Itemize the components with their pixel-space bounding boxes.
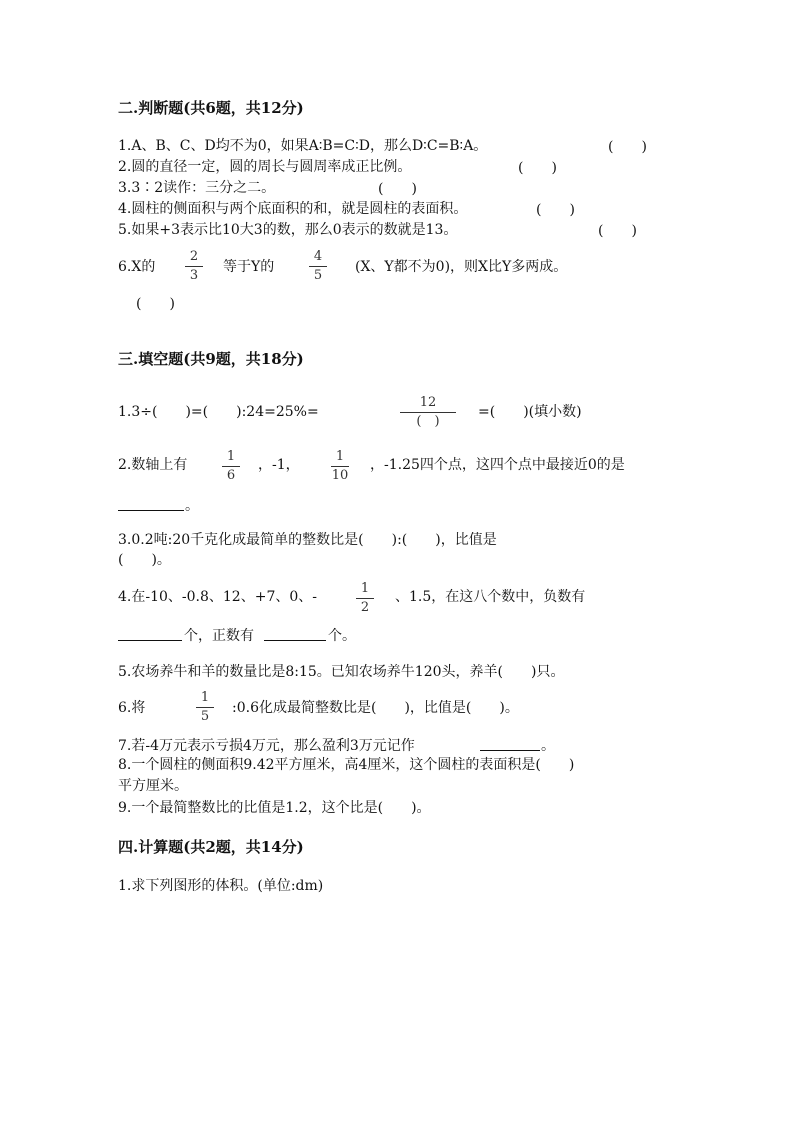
fraction-one-tenth xyxy=(325,449,355,484)
fill-question-7-end: 。 xyxy=(541,738,555,754)
fraction-bar xyxy=(356,598,374,599)
fill-question-8-line-1: 8.一个圆柱的侧面积9.42平方厘米，高4厘米，这个圆柱的表面积是( ) xyxy=(118,757,575,773)
fraction-numerator: 1 xyxy=(335,449,345,464)
fill-question-1-part-a: 1.3÷( )=( ):24=25%= xyxy=(118,404,319,420)
judge-answer-blank-1[interactable]: ( ) xyxy=(608,139,647,155)
fraction-denominator: 10 xyxy=(331,468,349,483)
answer-underline[interactable] xyxy=(264,640,326,641)
fraction-denominator: 5 xyxy=(313,268,323,283)
fraction-bar xyxy=(185,266,203,267)
judge-answer-blank-2[interactable]: ( ) xyxy=(518,160,557,176)
fill-question-7: 7.若-4万元表示亏损4万元，那么盈利3万元记作 xyxy=(118,738,415,754)
judge-question-6-part-c: (X、Y都不为0)，则X比Y多两成。 xyxy=(355,259,568,275)
fraction-one-half xyxy=(350,581,380,616)
fraction-bar xyxy=(196,707,214,708)
fraction-bar xyxy=(309,266,327,267)
judge-answer-blank-5[interactable]: ( ) xyxy=(598,223,637,239)
fill-question-3-line-2: ( )。 xyxy=(118,552,171,568)
section-title-fill: 三.填空题(共9题，共18分) xyxy=(118,350,304,368)
fraction-numerator: 1 xyxy=(226,449,236,464)
fill-question-5: 5.农场养牛和羊的数量比是8:15。已知农场养牛120头，养羊( )只。 xyxy=(118,664,565,680)
fraction-numerator: 1 xyxy=(360,581,370,596)
judge-question-4: 4.圆柱的侧面积与两个底面积的和，就是圆柱的表面积。 xyxy=(118,201,468,217)
fill-question-4-part-b: 、1.5，在这八个数中，负数有 xyxy=(395,589,586,605)
judge-question-1: 1.A、B、C、D均不为0，如果A∶B=C∶D，那么D∶C=B∶A。 xyxy=(118,138,488,154)
judge-answer-blank-6[interactable]: ( ) xyxy=(136,296,175,312)
section-title-judge: 二.判断题(共6题，共12分) xyxy=(118,99,304,117)
answer-underline[interactable] xyxy=(118,510,184,511)
fill-question-2-part-b: ，-1， xyxy=(258,457,300,473)
fraction-bar xyxy=(331,466,349,467)
fraction-four-fifths xyxy=(303,249,333,284)
fraction-numerator: 2 xyxy=(189,249,199,264)
fill-question-9: 9.一个最简整数比的比值是1.2，这个比是( )。 xyxy=(118,800,431,816)
fraction-bar xyxy=(400,412,456,413)
fraction-denominator: 5 xyxy=(200,709,210,724)
section-title-calc: 四.计算题(共2题，共14分) xyxy=(118,838,304,856)
fill-question-4-line-2-a: 个，正数有 xyxy=(184,628,254,644)
judge-question-2: 2.圆的直径一定，圆的周长与圆周率成正比例。 xyxy=(118,159,412,175)
fraction-two-thirds xyxy=(179,249,209,284)
judge-answer-blank-3[interactable]: ( ) xyxy=(378,181,417,197)
fraction-twelve-over-blank xyxy=(398,395,458,430)
judge-question-3: 3.3∶2读作：三分之二。 xyxy=(118,180,276,196)
fill-question-2-part-a: 2.数轴上有 xyxy=(118,457,188,473)
fill-question-6-part-a: 6.将 xyxy=(118,700,146,716)
fill-question-4-line-2-b: 个。 xyxy=(328,628,356,644)
fraction-denominator: 2 xyxy=(360,600,370,615)
fill-question-1-part-b: =( )(填小数) xyxy=(478,404,582,420)
fraction-numerator: 4 xyxy=(313,249,323,264)
calc-question-1: 1.求下列图形的体积。(单位:dm) xyxy=(118,878,324,894)
fill-question-2-end: 。 xyxy=(185,498,199,514)
fraction-one-sixth xyxy=(216,449,246,484)
fill-question-3-line-1: 3.0.2吨:20千克化成最简单的整数比是( ):( )，比值是 xyxy=(118,532,497,548)
fraction-numerator: 1 xyxy=(200,690,210,705)
judge-answer-blank-4[interactable]: ( ) xyxy=(536,202,575,218)
fraction-numerator: 12 xyxy=(419,395,437,410)
fill-question-4-part-a: 4.在-10、-0.8、12、+7、0、- xyxy=(118,589,317,605)
judge-question-6-part-a: 6.X的 xyxy=(118,259,156,275)
fraction-bar xyxy=(222,466,240,467)
fraction-denominator[interactable]: ( ) xyxy=(416,414,440,429)
fraction-denominator: 6 xyxy=(226,468,236,483)
fill-question-2-part-c: ，-1.25四个点，这四个点中最接近0的是 xyxy=(370,457,625,473)
fraction-denominator: 3 xyxy=(189,268,199,283)
fraction-one-fifth xyxy=(190,690,220,725)
judge-question-6-part-b: 等于Y的 xyxy=(223,259,275,275)
answer-underline[interactable] xyxy=(118,640,182,641)
answer-underline[interactable] xyxy=(480,750,540,751)
judge-question-5: 5.如果+3表示比10大3的数，那么0表示的数就是13。 xyxy=(118,222,458,238)
fill-question-6-part-b: :0.6化成最简整数比是( )，比值是( )。 xyxy=(232,700,519,716)
fill-question-8-line-2: 平方厘米。 xyxy=(118,778,188,794)
